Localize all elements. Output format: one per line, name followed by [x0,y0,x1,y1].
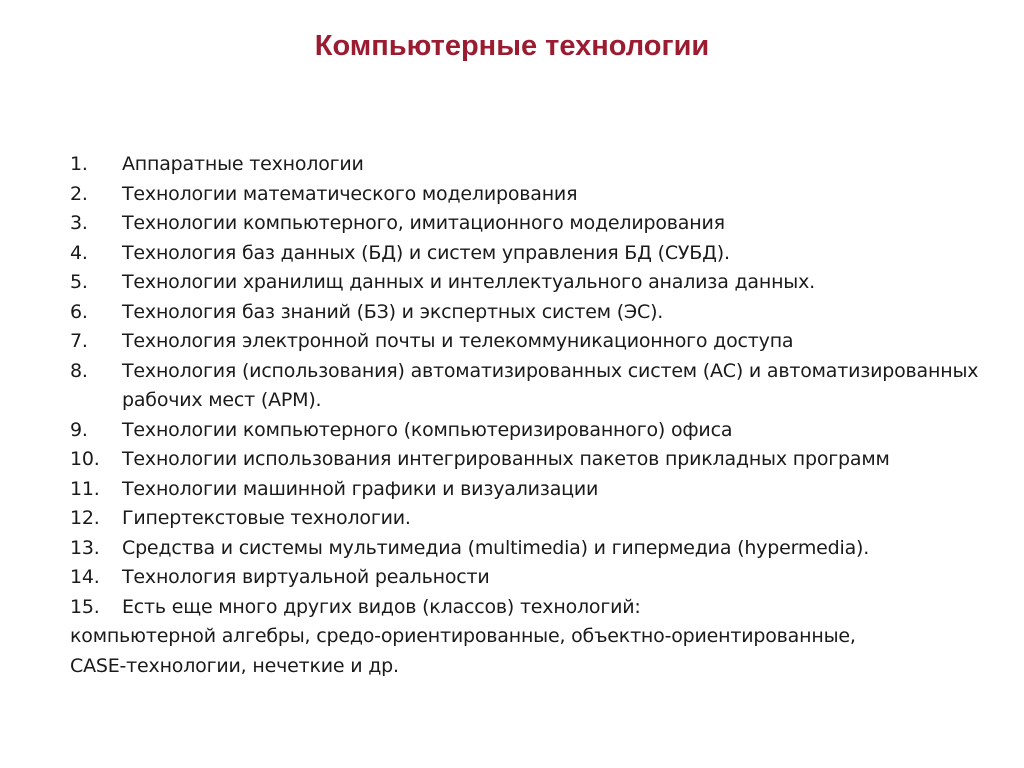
technology-list [70,150,1010,681]
list-item [70,239,1010,269]
list-item-number: 7. [70,330,88,352]
list-item-text: Технология баз данных (БД) и систем управления БД (СУБД). [122,241,730,264]
list-item [70,180,1010,210]
list-item-number: 5. [70,271,88,293]
list-item-text: Технологии хранилищ данных и интеллектуального анализа данных. [122,271,815,293]
list-item-number: 15. [70,595,100,618]
list-item-text: Аппаратные технологии [122,153,364,175]
list-item-number: 14. [70,566,100,588]
list-item-number: 12. [70,507,100,529]
list-continuation-line: компьютерной алгебры, средо-ориентированные, объектно-ориентированные, [70,625,856,647]
list-item [70,445,1010,475]
list-item-text: Технология электронной почты и телекоммуникационного доступа [122,330,794,352]
list-item [70,534,1010,564]
list-item [70,593,1010,623]
list-item-number: 9. [70,418,88,441]
list-item [70,150,1010,180]
list-item-text: Технология (использования) автоматизированных систем (АС) и автоматизированных рабочих мест (АРМ). [122,359,979,411]
list-item-text: Технологии компьютерного, имитационного моделирования [122,212,725,234]
list-continuation-line: CASE-технологии, нечеткие и др. [70,654,399,677]
list-item-text: Технология виртуальной реальности [122,566,490,588]
list-item [70,327,1010,357]
list-item-number: 4. [70,241,88,264]
list-item [70,475,1010,505]
list-item-number: 11. [70,477,100,500]
list-item-number: 13. [70,536,100,559]
list-item-number: 1. [70,153,88,175]
slide-title: Компьютерные технологии [314,30,710,62]
list-item-text: Средства и системы мультимедиа (multimedia) и гипермедиа (hypermedia). [122,536,870,559]
list-item [70,209,1010,239]
list-item [70,504,1010,534]
list-item-text: Технология баз знаний (БЗ) и экспертных систем (ЭС). [122,300,664,323]
list-item-number: 3. [70,212,88,234]
list-item [70,268,1010,298]
list-item-text: Технологии компьютерного (компьютеризированного) офиса [122,418,733,441]
list-item-text: Технологии математического моделирования [122,182,578,205]
list-item-number: 8. [70,359,88,382]
list-item-text: Есть еще много других видов (классов) технологий: [122,595,641,618]
list-item [70,357,1010,416]
list-item [70,563,1010,593]
list-item-text: Технологии использования интегрированных пакетов прикладных программ [122,448,890,470]
list-item-number: 6. [70,300,88,323]
list-item [70,298,1010,328]
list-item-text: Технологии машинной графики и визуализации [122,477,599,500]
list-item-text: Гипертекстовые технологии. [122,507,411,529]
list-item-number: 2. [70,182,88,205]
list-item-number: 10. [70,448,100,470]
list-item [70,416,1010,446]
